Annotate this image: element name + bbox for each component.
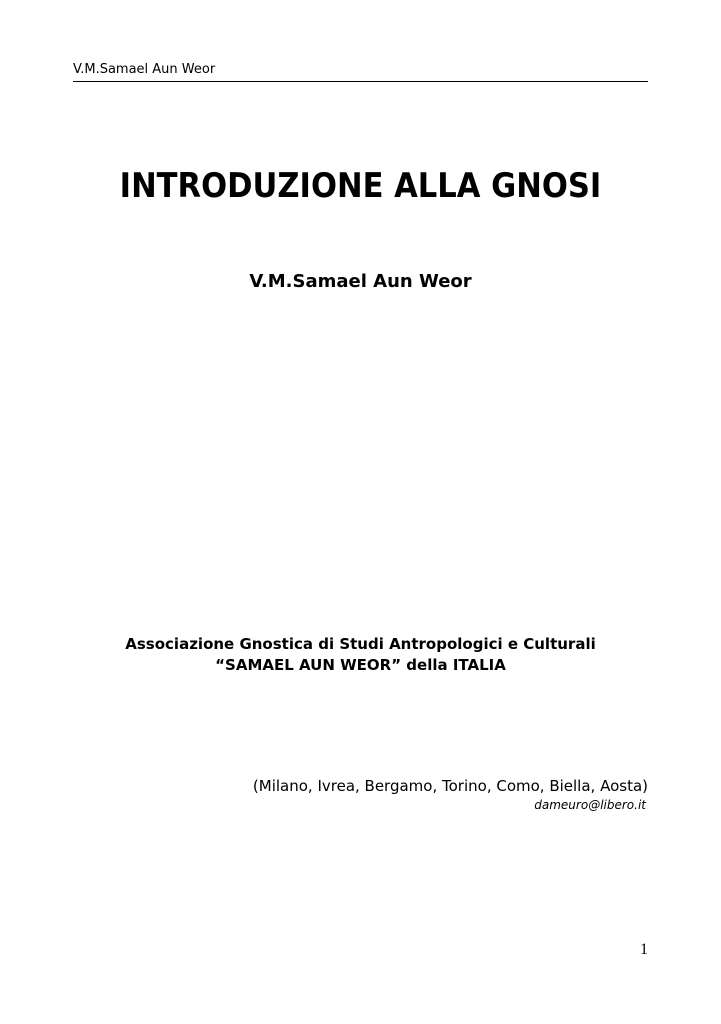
contact-email: dameuro@libero.it [534, 798, 646, 812]
page-header [73, 61, 648, 82]
association-block [0, 634, 721, 676]
locations-list: (Milano, Ivrea, Bergamo, Torino, Como, Biella, Aosta) [252, 777, 648, 795]
page-number: 1 [640, 941, 648, 958]
document-title: INTRODUZIONE ALLA GNOSI [119, 166, 602, 206]
association-name-line: Associazione Gnostica di Studi Antropologici e Culturali [125, 635, 596, 653]
association-subtitle-line: “SAMAEL AUN WEOR” della ITALIA [215, 656, 506, 674]
author-name: V.M.Samael Aun Weor [249, 271, 472, 292]
running-header-text: V.M.Samael Aun Weor [73, 62, 216, 77]
